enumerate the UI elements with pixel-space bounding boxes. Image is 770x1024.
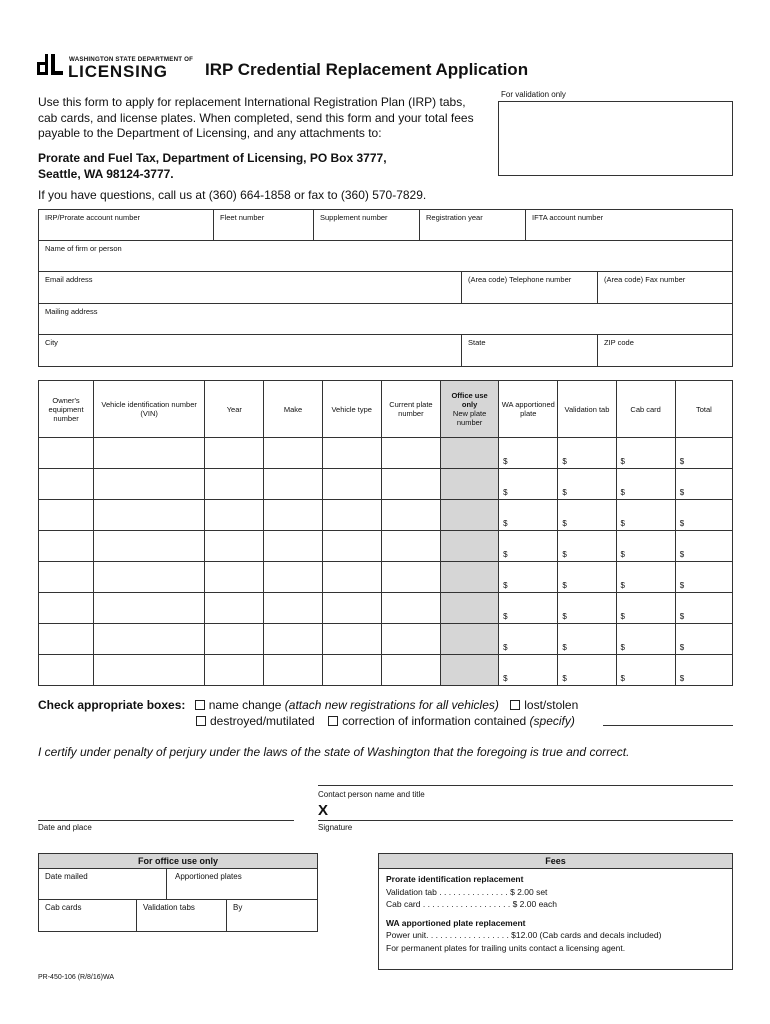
vehicle-type-cell[interactable] <box>322 562 381 593</box>
cab-card-fee: Cab card . . . . . . . . . . . . . . . . . . . $ 2.00 each <box>386 899 558 909</box>
lost-stolen-label: lost/stolen <box>524 698 579 712</box>
col-wa-apportioned-plate: WA apportioned plate <box>499 381 558 438</box>
owner-equipment-cell[interactable] <box>39 531 94 562</box>
current-plate-cell[interactable] <box>381 593 440 624</box>
name-change-label: name change <box>208 698 282 712</box>
specify-input-line[interactable] <box>603 725 733 726</box>
col-owner-equipment: Owner's equipment number <box>39 381 94 438</box>
mailing-address <box>38 151 458 182</box>
year-cell[interactable] <box>205 500 264 531</box>
new-plate-cell <box>441 562 499 593</box>
name-change-checkbox[interactable] <box>195 700 205 710</box>
make-cell[interactable] <box>264 500 322 531</box>
table-row <box>39 469 733 500</box>
validation-tab-cell[interactable]: $ <box>558 438 616 469</box>
cab-card-cell[interactable]: $ <box>616 469 675 500</box>
table-row <box>39 562 733 593</box>
owner-equipment-cell[interactable] <box>39 469 94 500</box>
correction-label: correction of information contained <box>342 714 527 728</box>
form-number: PR-450-106 (R/8/16)WA <box>38 974 114 981</box>
cab-cards-field: Cab cards <box>39 900 137 931</box>
info-row <box>39 241 732 272</box>
cab-card-cell[interactable]: $ <box>616 655 675 686</box>
vin-cell[interactable] <box>94 469 205 500</box>
account-info-section <box>38 209 733 367</box>
wa-plate-cell[interactable]: $ <box>499 469 558 500</box>
vehicle-type-cell[interactable] <box>322 469 381 500</box>
new-plate-cell <box>441 593 499 624</box>
check-options-row-1 <box>38 698 578 712</box>
date-mailed-field: Date mailed <box>39 869 167 899</box>
make-cell[interactable] <box>264 593 322 624</box>
col-current-plate: Current plate number <box>381 381 440 438</box>
table-row <box>39 624 733 655</box>
current-plate-cell[interactable] <box>381 531 440 562</box>
col-office-use <box>441 381 499 438</box>
state-field[interactable]: State <box>462 335 598 366</box>
check-options-row-2 <box>196 714 575 728</box>
info-row <box>39 335 732 366</box>
destroyed-checkbox[interactable] <box>196 716 206 726</box>
new-plate-cell <box>441 531 499 562</box>
office-use-box <box>38 853 318 932</box>
owner-equipment-cell[interactable] <box>39 593 94 624</box>
vin-cell[interactable] <box>94 624 205 655</box>
validation-tabs-field: Validation tabs <box>137 900 227 931</box>
check-label: Check appropriate boxes: <box>38 698 186 712</box>
vin-cell[interactable] <box>94 593 205 624</box>
current-plate-cell[interactable] <box>381 469 440 500</box>
table-header-row <box>39 381 733 438</box>
office-use-subtitle: New plate number <box>452 409 487 427</box>
wa-plate-cell[interactable]: $ <box>499 562 558 593</box>
contact-info: If you have questions, call us at (360) 664-1858 or fax to (360) 570-7829. <box>38 188 427 202</box>
new-plate-cell <box>441 500 499 531</box>
email-field[interactable]: Email address <box>39 272 462 302</box>
date-place-label: Date and place <box>38 823 92 832</box>
intro-text: Use this form to apply for replacement International Registration Plan (IRP) tabs, cab cards, and license plates. When completed, send this form and your total fees payable to the Department of Licensing, and any attachments to: <box>38 95 474 140</box>
wa-plate-cell[interactable]: $ <box>499 438 558 469</box>
year-cell[interactable] <box>205 655 264 686</box>
owner-equipment-cell[interactable] <box>39 562 94 593</box>
lost-stolen-checkbox[interactable] <box>510 700 520 710</box>
zip-field[interactable]: ZIP code <box>604 337 634 347</box>
new-plate-cell <box>441 655 499 686</box>
total-cell[interactable]: $ <box>675 655 732 686</box>
col-validation-tab: Validation tab <box>558 381 616 438</box>
vehicle-type-cell[interactable] <box>322 624 381 655</box>
office-row <box>39 869 317 900</box>
wa-plate-cell[interactable]: $ <box>499 593 558 624</box>
info-row <box>39 210 732 241</box>
validation-tab-cell[interactable]: $ <box>558 562 616 593</box>
col-vehicle-type: Vehicle type <box>322 381 381 438</box>
total-cell[interactable]: $ <box>675 469 732 500</box>
specify-note: (specify) <box>529 714 575 728</box>
vehicle-type-cell[interactable] <box>322 655 381 686</box>
vehicle-type-cell[interactable] <box>322 500 381 531</box>
vin-cell[interactable] <box>94 500 205 531</box>
year-cell[interactable] <box>205 624 264 655</box>
vin-cell[interactable] <box>94 531 205 562</box>
by-field: By <box>233 903 243 912</box>
fees-box <box>378 853 733 970</box>
col-vin: Vehicle identification number (VIN) <box>94 381 205 438</box>
mailing-address-field[interactable]: Mailing address <box>45 306 98 316</box>
office-use-heading: For office use only <box>39 854 317 869</box>
table-row <box>39 500 733 531</box>
validation-tab-cell[interactable]: $ <box>558 593 616 624</box>
destroyed-label: destroyed/mutilated <box>210 714 315 728</box>
city-field[interactable]: City <box>39 335 462 366</box>
ifta-account-field[interactable]: IFTA account number <box>532 213 604 222</box>
wa-plate-fee-heading: WA apportioned plate replacement <box>386 917 526 928</box>
current-plate-cell[interactable] <box>381 624 440 655</box>
current-plate-cell[interactable] <box>381 562 440 593</box>
owner-equipment-cell[interactable] <box>39 500 94 531</box>
irp-account-field[interactable]: IRP/Prorate account number <box>39 210 214 240</box>
contact-person-line[interactable] <box>318 785 733 786</box>
vin-cell[interactable] <box>94 655 205 686</box>
validation-box <box>498 101 733 176</box>
make-cell[interactable] <box>264 438 322 469</box>
make-cell[interactable] <box>264 469 322 500</box>
telephone-field[interactable]: (Area code) Telephone number <box>462 272 598 302</box>
vin-cell[interactable] <box>94 438 205 469</box>
logo-licensing: LICENSING <box>68 62 168 81</box>
make-cell[interactable] <box>264 531 322 562</box>
office-row <box>39 900 317 931</box>
address-line-1: Prorate and Fuel Tax, Department of Licensing, PO Box 3777, <box>38 151 387 165</box>
current-plate-cell[interactable] <box>381 655 440 686</box>
year-cell[interactable] <box>205 562 264 593</box>
prorate-fee-heading: Prorate identification replacement <box>386 874 524 884</box>
total-cell[interactable]: $ <box>675 500 732 531</box>
info-row <box>39 304 732 335</box>
validation-tab-fee: Validation tab . . . . . . . . . . . . . . . $ 2.00 set <box>386 886 548 897</box>
vin-cell[interactable] <box>94 562 205 593</box>
office-use-title: Office use only <box>451 391 488 409</box>
make-cell[interactable] <box>264 624 322 655</box>
vehicle-table <box>38 380 733 686</box>
fees-body <box>379 869 732 958</box>
cab-card-cell[interactable]: $ <box>616 562 675 593</box>
new-plate-cell <box>441 438 499 469</box>
correction-checkbox[interactable] <box>328 716 338 726</box>
signature-label: Signature <box>318 823 353 832</box>
wa-plate-cell[interactable]: $ <box>499 655 558 686</box>
new-plate-cell <box>441 624 499 655</box>
page-title: IRP Credential Replacement Application <box>205 60 529 79</box>
validation-tab-cell[interactable]: $ <box>558 624 616 655</box>
vehicle-type-cell[interactable] <box>322 531 381 562</box>
firm-name-field[interactable]: Name of firm or person <box>45 244 122 254</box>
validation-tab-cell[interactable]: $ <box>558 655 616 686</box>
vehicle-type-cell[interactable] <box>322 438 381 469</box>
year-cell[interactable] <box>205 593 264 624</box>
fleet-number-field[interactable]: Fleet number <box>214 210 314 240</box>
validation-label: For validation only <box>501 90 566 99</box>
table-row <box>39 531 733 562</box>
cab-card-cell[interactable]: $ <box>616 593 675 624</box>
validation-tab-cell[interactable]: $ <box>558 469 616 500</box>
apportioned-plates-field: Apportioned plates <box>175 872 242 881</box>
fees-heading: Fees <box>379 854 732 869</box>
info-row <box>39 272 732 303</box>
cab-card-cell[interactable]: $ <box>616 531 675 562</box>
registration-year-field[interactable]: Registration year <box>420 210 526 240</box>
signature-line[interactable] <box>318 820 733 821</box>
fax-field[interactable]: (Area code) Fax number <box>604 275 686 285</box>
owner-equipment-cell[interactable] <box>39 624 94 655</box>
address-line-2: Seattle, WA 98124-3777. <box>38 166 174 181</box>
validation-tab-cell[interactable]: $ <box>558 531 616 562</box>
cab-card-cell[interactable]: $ <box>616 500 675 531</box>
table-row <box>39 593 733 624</box>
signature-x-mark: X <box>318 802 329 819</box>
power-unit-fee: Power unit. . . . . . . . . . . . . . . . . . $12.00 (Cab cards and decals included) <box>386 930 662 940</box>
contact-person-label: Contact person name and title <box>318 790 425 799</box>
col-year: Year <box>205 381 264 438</box>
total-cell[interactable]: $ <box>675 531 732 562</box>
logo-agency-name: WASHINGTON STATE DEPARTMENT OF <box>69 56 194 63</box>
make-cell[interactable] <box>264 562 322 593</box>
wa-plate-cell[interactable]: $ <box>499 531 558 562</box>
owner-equipment-cell[interactable] <box>39 655 94 686</box>
year-cell[interactable] <box>205 531 264 562</box>
date-place-line[interactable] <box>38 820 294 821</box>
validation-tab-cell[interactable]: $ <box>558 500 616 531</box>
table-row <box>39 438 733 469</box>
total-cell[interactable]: $ <box>675 438 732 469</box>
name-change-note: (attach new registrations for all vehicles) <box>284 698 499 712</box>
vehicle-type-cell[interactable] <box>322 593 381 624</box>
new-plate-cell <box>441 469 499 500</box>
owner-equipment-cell[interactable] <box>39 438 94 469</box>
year-cell[interactable] <box>205 438 264 469</box>
cab-card-cell[interactable]: $ <box>616 624 675 655</box>
total-cell[interactable]: $ <box>675 593 732 624</box>
wa-plate-cell[interactable]: $ <box>499 500 558 531</box>
current-plate-cell[interactable] <box>381 438 440 469</box>
trailing-units-note: For permanent plates for trailing units contact a licensing agent. <box>386 942 626 953</box>
col-cab-card: Cab card <box>616 381 675 438</box>
table-row <box>39 655 733 686</box>
dol-logo-icon <box>37 53 65 77</box>
year-cell[interactable] <box>205 469 264 500</box>
total-cell[interactable]: $ <box>675 562 732 593</box>
wa-plate-cell[interactable]: $ <box>499 624 558 655</box>
col-total: Total <box>675 381 732 438</box>
cab-card-cell[interactable]: $ <box>616 438 675 469</box>
make-cell[interactable] <box>264 655 322 686</box>
total-cell[interactable]: $ <box>675 624 732 655</box>
current-plate-cell[interactable] <box>381 500 440 531</box>
col-make: Make <box>264 381 322 438</box>
supplement-number-field[interactable]: Supplement number <box>314 210 420 240</box>
certification-statement: I certify under penalty of perjury under the laws of the state of Washington that the foregoing is true and correct. <box>38 745 630 759</box>
